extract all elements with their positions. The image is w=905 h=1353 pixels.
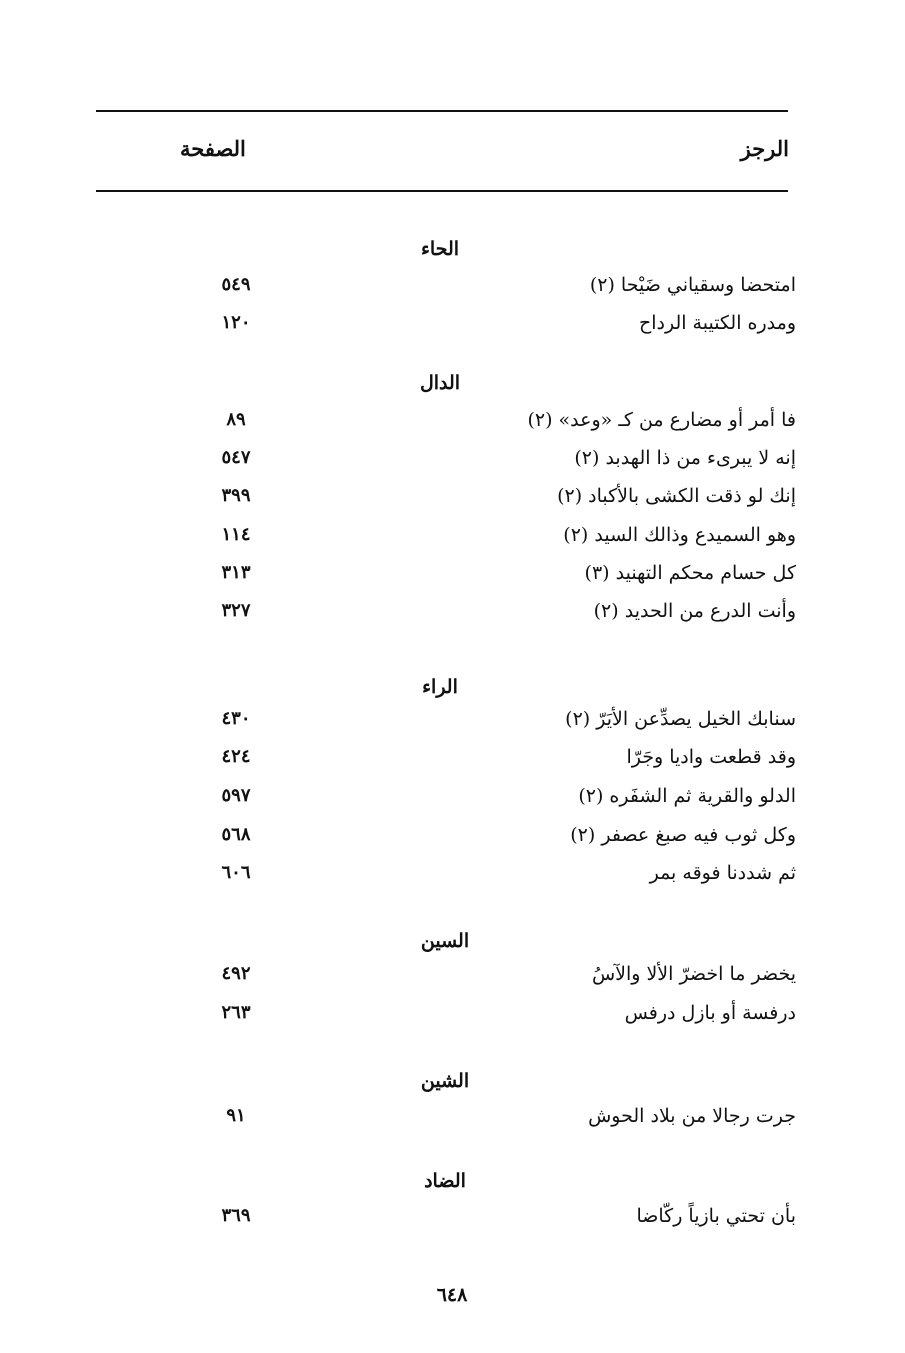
column-header-rajaz: الرجز xyxy=(740,136,789,161)
list-item xyxy=(96,447,796,483)
page-ref: ٣٩٩ xyxy=(221,485,251,506)
verse-text: يخضر ما اخضرّ الألا والآسُ xyxy=(591,963,796,985)
list-item xyxy=(96,862,796,898)
list-item xyxy=(96,562,796,598)
list-item xyxy=(96,485,796,521)
verse-text: امتحضا وسقياني ضَيْحا (٢) xyxy=(589,274,796,296)
page-ref: ٥٦٨ xyxy=(221,824,251,845)
section-title: الراء xyxy=(422,676,458,698)
page-ref: ١١٤ xyxy=(221,524,251,545)
top-rule xyxy=(96,110,788,112)
page-ref: ٤٣٠ xyxy=(221,708,251,729)
page-ref: ٣١٣ xyxy=(221,562,251,583)
page-ref: ٣٢٧ xyxy=(221,600,251,621)
page-ref: ٤٢٤ xyxy=(221,746,251,767)
list-item xyxy=(96,1205,796,1241)
column-header-page: الصفحة xyxy=(180,136,246,161)
page-ref: ٥٩٧ xyxy=(221,785,251,806)
page-ref: ٣٦٩ xyxy=(221,1205,251,1226)
verse-text: ثم شددنا فوقه بمر xyxy=(649,862,796,884)
list-item xyxy=(96,708,796,744)
section-title: الدال xyxy=(419,372,461,394)
page-ref: ٤٩٢ xyxy=(221,963,251,984)
verse-text: كل حسام محكم التهنيد (٣) xyxy=(584,562,796,584)
page-ref: ٦٠٦ xyxy=(221,862,251,883)
list-item xyxy=(96,600,796,636)
page-ref: ١٢٠ xyxy=(221,312,251,333)
verse-text: وكل ثوب فيه صبغ عصفر (٢) xyxy=(570,824,796,846)
verse-text: وقد قطعت واديا وجَرّا xyxy=(626,746,796,768)
list-item xyxy=(96,746,796,782)
page-ref: ٩١ xyxy=(226,1105,246,1126)
bottom-rule xyxy=(96,190,788,192)
page-ref: ٥٤٩ xyxy=(221,274,251,295)
list-item xyxy=(96,312,796,348)
section-title: الضاد xyxy=(424,1170,466,1192)
list-item xyxy=(96,409,796,445)
verse-text: فا أمر أو مضارع من كـ «وعد» (٢) xyxy=(527,409,796,431)
verse-text: سنابك الخيل يصدِّعن الأيَرّ (٢) xyxy=(565,708,796,730)
verse-text: درفسة أو بازل درفس xyxy=(624,1002,796,1024)
section-title: الشين xyxy=(420,1070,470,1092)
verse-text: بأن تحتي بازياً ركّاضا xyxy=(636,1205,796,1227)
list-item xyxy=(96,785,796,821)
verse-text: الدلو والقرية ثم الشفَره (٢) xyxy=(578,785,796,807)
list-item xyxy=(96,274,796,310)
page-ref: ٨٩ xyxy=(226,409,246,430)
verse-text: إنه لا يبرىء من ذا الهدبد (٢) xyxy=(574,447,796,469)
verse-text: إنك لو ذقت الكشى بالأكباد (٢) xyxy=(557,485,796,507)
verse-text: ومدره الكتيبة الرداح xyxy=(638,312,796,334)
section-title: السين xyxy=(420,930,470,952)
page-ref: ٥٤٧ xyxy=(221,447,251,468)
list-item xyxy=(96,524,796,560)
section-title: الحاء xyxy=(420,238,460,260)
list-item xyxy=(96,1105,796,1141)
page-ref: ٢٦٣ xyxy=(221,1002,251,1023)
list-item xyxy=(96,963,796,999)
list-item xyxy=(96,1002,796,1038)
verse-text: وهو السميدع وذالك السيد (٢) xyxy=(563,524,796,546)
verse-text: وأنت الدرع من الحديد (٢) xyxy=(593,600,796,622)
list-item xyxy=(96,824,796,860)
page-number: ٦٤٨ xyxy=(436,1284,468,1306)
verse-text: جرت رجالا من بلاد الحوش xyxy=(588,1105,796,1127)
